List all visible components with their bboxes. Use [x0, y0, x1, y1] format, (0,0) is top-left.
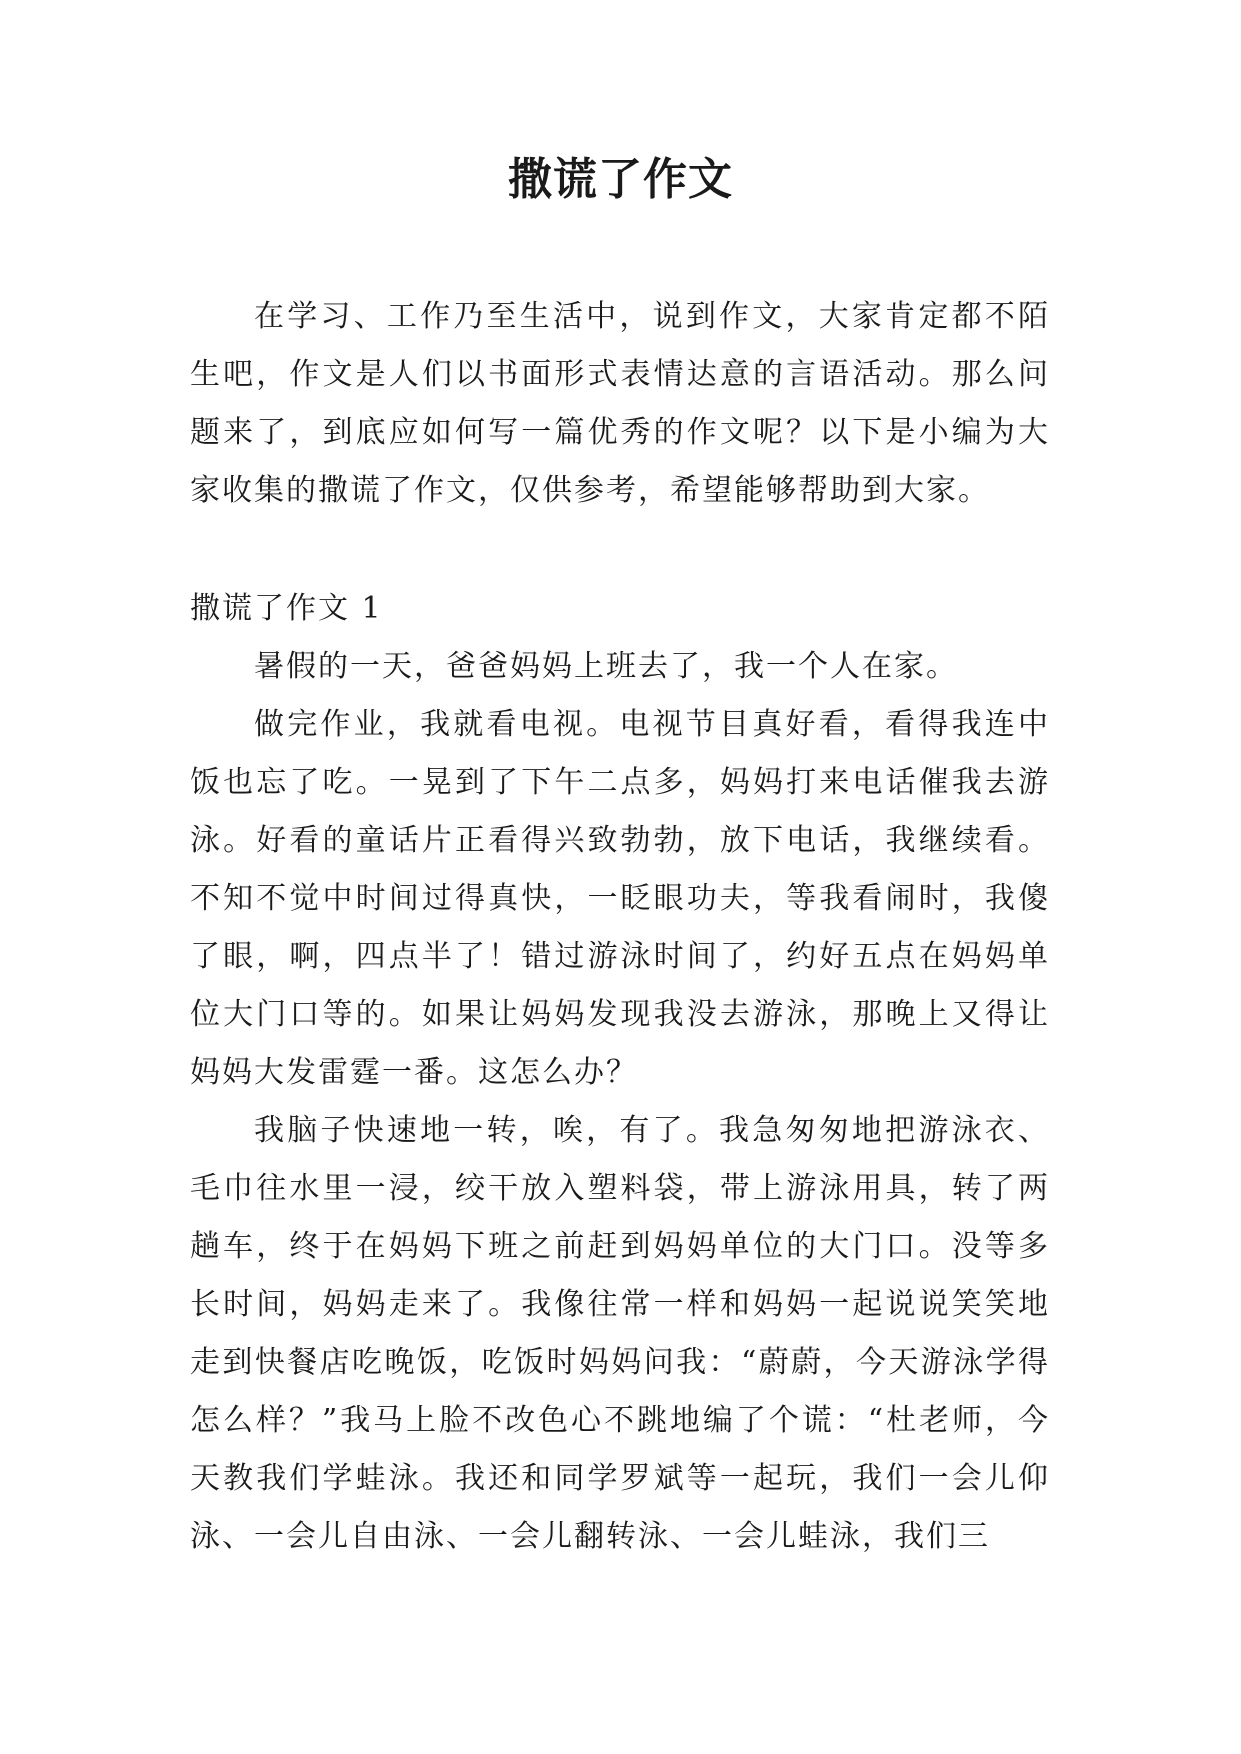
essay-body — [190, 638, 1050, 1566]
section-heading: 撒谎了作文 1 — [190, 591, 383, 626]
essay-paragraph-3: 我脑子快速地一转，唉，有了。我急匆匆地把游泳衣、毛巾往水里一浸，绞干放入塑料袋，带上游泳用具，转了两趟车，终于在妈妈下班之前赶到妈妈单位的大门口。没等多长时间，妈妈走来了。我像往常一样和妈妈一起说说笑笑地走到快餐店吃晚饭，吃饭时妈妈问我：“蔚蔚，今天游泳学得怎么样？”我马上脸不改色心不跳地编了个谎：“杜老师，今天教我们学蛙泳。我还和同学罗斌等一起玩，我们一会儿仰泳、一会儿自由泳、一会儿翻转泳、一会儿蛙泳，我们三 — [190, 1113, 1050, 1554]
document-title: 撒谎了作文 — [508, 154, 733, 205]
intro-section — [190, 288, 1050, 520]
essay-paragraph-2: 做完作业，我就看电视。电视节目真好看，看得我连中饭也忘了吃。一晃到了下午二点多，妈妈打来电话催我去游泳。好看的童话片正看得兴致勃勃，放下电话，我继续看。不知不觉中时间过得真快，一眨眼功夫，等我看闹时，我傻了眼，啊，四点半了！错过游泳时间了，约好五点在妈妈单位大门口等的。如果让妈妈发现我没去游泳，那晚上又得让妈妈大发雷霆一番。这怎么办？ — [190, 707, 1050, 1090]
essay-paragraph-1: 暑假的一天，爸爸妈妈上班去了，我一个人在家。 — [254, 649, 958, 684]
intro-paragraph: 在学习、工作乃至生活中，说到作文，大家肯定都不陌生吧，作文是人们以书面形式表情达意的言语活动。那么问题来了，到底应如何写一篇优秀的作文呢？以下是小编为大家收集的撒谎了作文，仅供参考，希望能够帮助到大家。 — [190, 299, 1050, 508]
